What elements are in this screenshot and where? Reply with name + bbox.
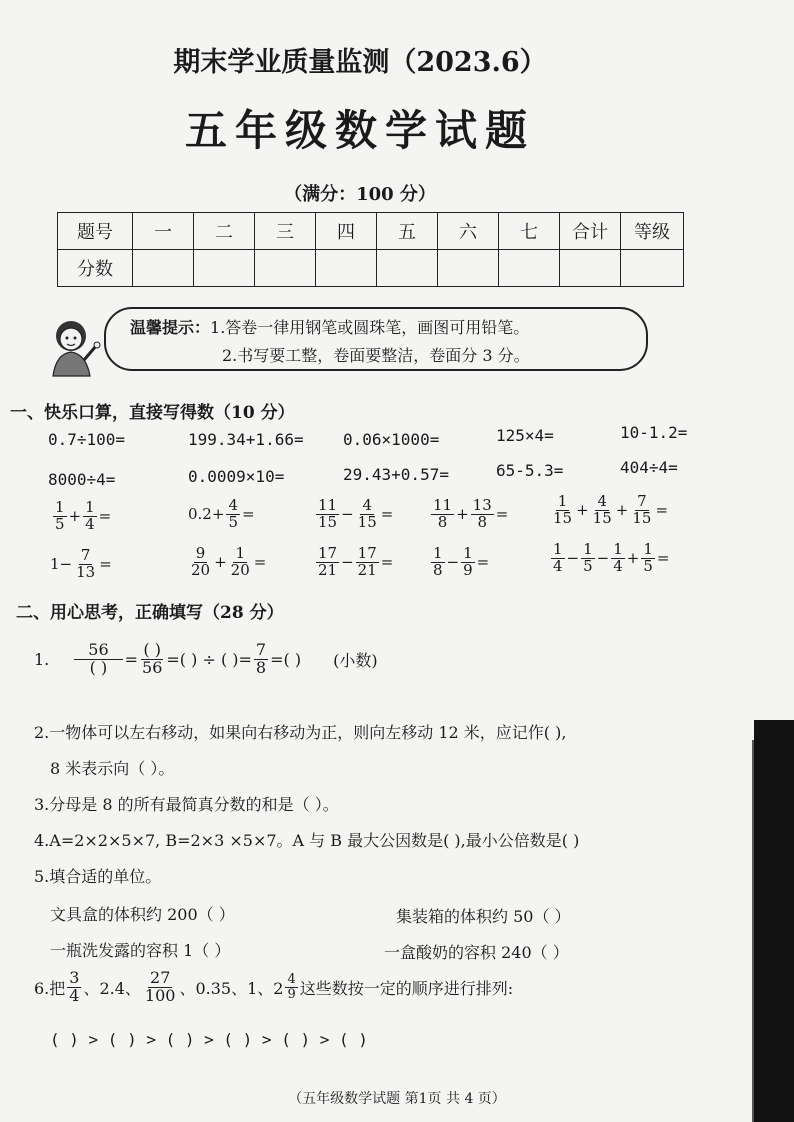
table-cell: 等级 xyxy=(621,213,684,250)
table-cell: 题号 xyxy=(58,213,133,250)
calc-item: 125×4= xyxy=(496,426,554,445)
tips-line-2: 2.书写要工整，卷面要整洁，卷面分 3 分。 xyxy=(222,346,530,365)
section-2-heading: 二、用心思考，正确填写（28 分） xyxy=(16,603,284,623)
scan-edge-line xyxy=(752,740,754,1122)
calc-item: 65-5.3= xyxy=(496,461,564,480)
frac-calc-item: $\frac{1}{4}$ − $\frac{1}{5}$ − $\frac{1}{4}$ + $\frac{1}{5}$ = xyxy=(553,540,670,575)
score-blank[interactable] xyxy=(255,250,316,287)
score-table-header-row xyxy=(58,213,684,250)
teacher-icon xyxy=(38,316,104,378)
score-blank[interactable] xyxy=(560,250,621,287)
table-cell: 四 xyxy=(316,213,377,250)
table-cell: 合计 xyxy=(560,213,621,250)
frac-calc-item: 0.2+ $\frac{4}{5}$ = xyxy=(188,496,255,531)
page-footer: （五年级数学试题 第1页 共 4 页） xyxy=(288,1091,506,1107)
question-1: 1. $\frac{56}{( )}$ = $\frac{( )}{56}$ =( ) ÷ ( )= $\frac{7}{8}$ =( ) (小数) xyxy=(34,640,378,677)
table-cell: 七 xyxy=(499,213,560,250)
calc-item: 0.7÷100= xyxy=(48,430,126,449)
table-cell: 分数 xyxy=(58,250,133,287)
table-cell: 五 xyxy=(377,213,438,250)
calc-item: 0.0009×10= xyxy=(188,467,285,486)
frac-calc-item: $\frac{17}{21}$ − $\frac{17}{21}$ = xyxy=(318,544,394,579)
unit-blank-item: 一瓶洗发露的容积 1（ ） xyxy=(50,941,231,960)
scan-edge-shadow xyxy=(754,720,794,1122)
question-2-line-2: 8 米表示向（ ）。 xyxy=(50,759,175,778)
frac-calc-item: $\frac{1}{5}$ + $\frac{1}{4}$ = xyxy=(55,498,112,533)
question-4: 4.A=2×2×5×7, B=2×3 ×5×7。A 与 B 最大公因数是( ),最小公倍数是( ) xyxy=(34,831,580,850)
frac-calc-item: $\frac{9}{20}$ + $\frac{1}{20}$ = xyxy=(191,544,267,579)
frac-calc-item: $\frac{1}{15}$ + $\frac{4}{15}$ + $\frac{7}{15}$ = xyxy=(553,492,669,527)
score-blank[interactable] xyxy=(438,250,499,287)
full-score: （满分：100 分） xyxy=(284,184,436,205)
table-cell: 六 xyxy=(438,213,499,250)
calc-item: 10-1.2= xyxy=(620,423,688,442)
table-cell: 三 xyxy=(255,213,316,250)
frac-calc-item: $\frac{1}{8}$ − $\frac{1}{9}$ = xyxy=(433,544,490,579)
question-2-line-1: 2.一物体可以左右移动，如果向右移动为正，则向左移动 12 米，应记作( ), xyxy=(34,723,567,742)
question-5: 5.填合适的单位。 xyxy=(34,867,162,886)
unit-blank-item: 文具盒的体积约 200（ ） xyxy=(50,905,235,924)
calc-item: 0.06×1000= xyxy=(343,430,440,449)
exam-subtitle: 五年级数学试题 xyxy=(184,106,535,155)
calc-item: 199.34+1.66= xyxy=(188,430,304,449)
score-blank[interactable] xyxy=(377,250,438,287)
calc-item: 8000÷4= xyxy=(48,470,116,489)
calc-item: 29.43+0.57= xyxy=(343,465,449,484)
unit-blank-item: 一盒酸奶的容积 240（ ） xyxy=(384,943,569,962)
calc-item: 404÷4= xyxy=(620,458,678,477)
question-3: 3.分母是 8 的所有最简真分数的和是（ ）。 xyxy=(34,795,339,814)
table-cell: 一 xyxy=(133,213,194,250)
tips-line-1 xyxy=(130,315,529,338)
question-6-order-blanks: ( ) > ( ) > ( ) > ( ) > ( ) > ( ) xyxy=(50,1030,368,1049)
question-6: 6.把 $\frac{3}{4}$ 、2.4、 $\frac{27}{100}$ 、0.35、1、2 $\frac{4}{9}$ 这些数按一定的顺序进行排列: xyxy=(34,968,514,1005)
frac-calc-item: $\frac{11}{15}$ − $\frac{4}{15}$ = xyxy=(318,496,394,531)
score-blank[interactable] xyxy=(499,250,560,287)
score-table-score-row xyxy=(58,250,684,287)
frac-calc-item: 1− $\frac{7}{13}$ = xyxy=(50,546,112,581)
score-blank[interactable] xyxy=(316,250,377,287)
tips-label: 温馨提示： xyxy=(130,318,211,337)
unit-blank-item: 集装箱的体积约 50（ ） xyxy=(396,907,571,926)
section-1-heading: 一、快乐口算，直接写得数（10 分） xyxy=(10,403,295,423)
frac-calc-item: $\frac{11}{8}$ + $\frac{13}{8}$ = xyxy=(433,496,509,531)
score-blank[interactable] xyxy=(194,250,255,287)
score-table xyxy=(57,212,684,287)
score-blank[interactable] xyxy=(133,250,194,287)
tips-text-1: 1.答卷一律用钢笔或圆珠笔，画图可用铅笔。 xyxy=(210,318,530,337)
score-blank[interactable] xyxy=(621,250,684,287)
table-cell: 二 xyxy=(194,213,255,250)
exam-title: 期末学业质量监测（2023.6） xyxy=(173,47,547,78)
